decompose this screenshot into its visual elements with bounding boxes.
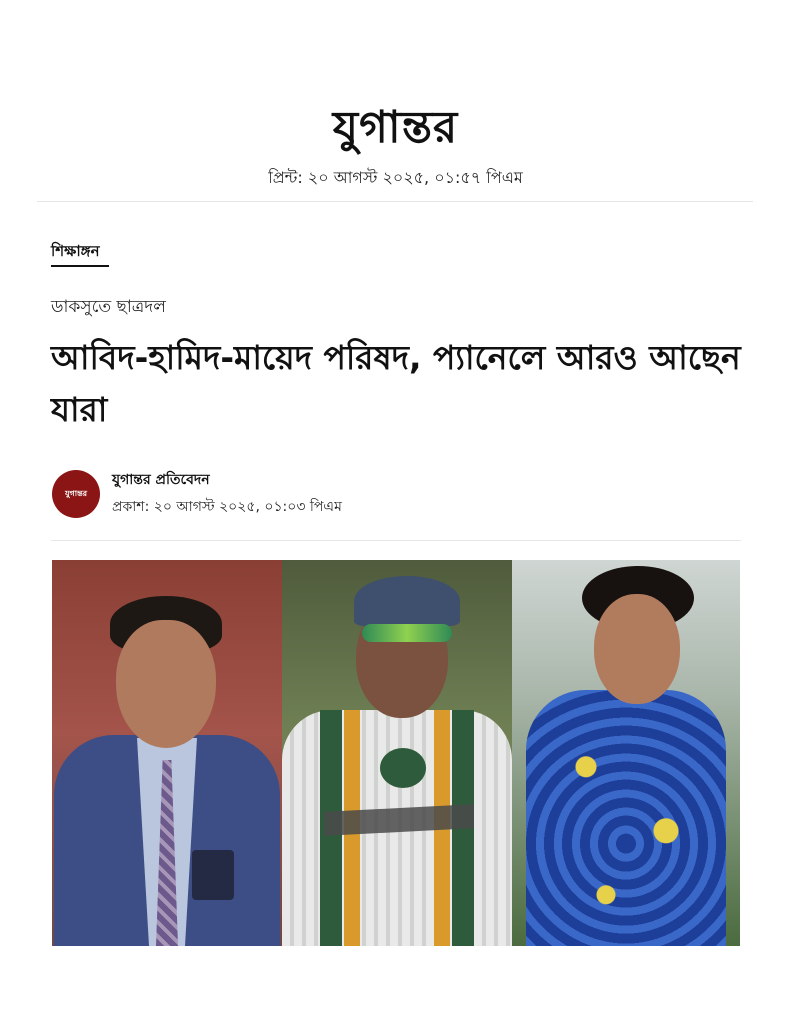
author-avatar[interactable]: [52, 470, 100, 518]
site-logo[interactable]: যুগান্তর: [332, 102, 459, 153]
author-name[interactable]: যুগান্তর প্রতিবেদন: [112, 472, 210, 488]
sunglasses: [362, 624, 452, 642]
article-headline: আবিদ-হামিদ-মায়েদ পরিষদ, প্যানেলে আরও আছেন যারা: [51, 338, 741, 429]
face: [594, 594, 680, 704]
article-photo: [52, 560, 740, 946]
byline-divider: [51, 540, 741, 541]
patterned-shirt: [526, 690, 726, 946]
print-date: প্রিন্ট: ২০ আগস্ট ২০২৫, ০১:৫৭ পিএম: [268, 168, 523, 187]
face: [116, 620, 216, 748]
jersey-emblem: [380, 748, 426, 788]
category-underline: [51, 265, 109, 267]
header-divider: [37, 201, 753, 202]
photo-panel-middle: [282, 560, 512, 946]
cap: [354, 576, 460, 626]
article-kicker: ডাকসুতে ছাত্রদল: [51, 297, 166, 317]
masthead: [0, 100, 791, 156]
category-link[interactable]: শিক্ষাঙ্গন: [51, 242, 100, 260]
photo-panel-right: [512, 560, 740, 946]
pocket-emblem: [192, 850, 234, 900]
photo-panel-left: [52, 560, 282, 946]
published-date: প্রকাশ: ২০ আগস্ট ২০২৫, ০১:০৩ পিএম: [112, 499, 342, 515]
author-avatar-logo: যুগান্তর: [64, 487, 88, 498]
